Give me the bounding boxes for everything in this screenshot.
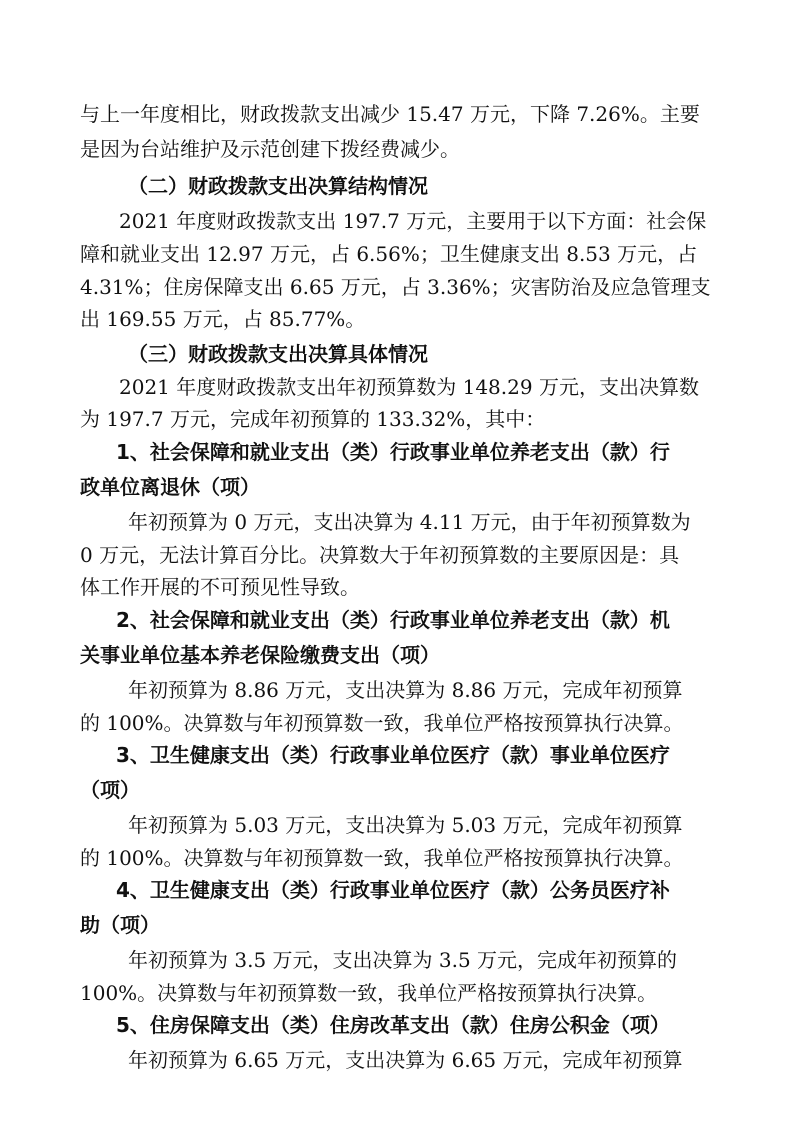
item-heading: 2、社会保障和就业支出（类）行政事业单位养老支出（款）机 (116, 608, 670, 632)
paragraph-line: 2021 年度财政拨款支出 197.7 万元，主要用于以下方面：社会保 (119, 209, 707, 233)
paragraph-line: 障和就业支出 12.97 万元，占 6.56%；卫生健康支出 8.53 万元，占 (80, 242, 698, 266)
item-heading: 4、卫生健康支出（类）行政事业单位医疗（款）公务员医疗补 (116, 878, 670, 902)
paragraph-line: 4.31%；住房保障支出 6.65 万元，占 3.36%；灾害防治及应急管理支 (80, 275, 711, 299)
paragraph-line: 与上一年度相比，财政拨款支出减少 15.47 万元，下降 7.26%。主要 (80, 102, 700, 126)
item-heading: （项） (80, 778, 140, 802)
paragraph-line: 100%。决算数与年初预算数一致，我单位严格按预算执行决算。 (80, 981, 658, 1005)
paragraph-line: 年初预算为 8.86 万元，支出决算为 8.86 万元，完成年初预算 (128, 678, 683, 702)
paragraph-line: 的 100%。决算数与年初预算数一致，我单位严格按预算执行决算。 (80, 711, 684, 735)
paragraph-line: 出 169.55 万元，占 85.77%。 (80, 307, 366, 331)
paragraph-line: 年初预算为 6.65 万元，支出决算为 6.65 万元，完成年初预算 (128, 1048, 683, 1072)
item-heading: 5、住房保障支出（类）住房改革支出（款）住房公积金（项） (116, 1013, 670, 1037)
item-heading: 关事业单位基本养老保险缴费支出（项） (80, 643, 440, 667)
paragraph-line: 2021 年度财政拨款支出年初预算数为 148.29 万元，支出决算数 (119, 375, 699, 399)
paragraph-line: 年初预算为 5.03 万元，支出决算为 5.03 万元，完成年初预算 (128, 813, 683, 837)
item-heading: 1、社会保障和就业支出（类）行政事业单位养老支出（款）行 (116, 440, 670, 464)
section-heading: （二）财政拨款支出决算结构情况 (128, 174, 428, 198)
paragraph-line: 的 100%。决算数与年初预算数一致，我单位严格按预算执行决算。 (80, 846, 684, 870)
section-heading: （三）财政拨款支出决算具体情况 (128, 342, 428, 366)
paragraph-line: 为 197.7 万元，完成年初预算的 133.32%，其中： (80, 407, 546, 431)
item-heading: 助（项） (80, 913, 160, 937)
item-heading: 政单位离退休（项） (80, 475, 260, 499)
paragraph-line: 年初预算为 0 万元，支出决算为 4.11 万元，由于年初预算数为 (128, 510, 691, 534)
item-heading: 3、卫生健康支出（类）行政事业单位医疗（款）事业单位医疗 (116, 743, 670, 767)
paragraph-line: 是因为台站维护及示范创建下拨经费减少。 (80, 137, 460, 161)
paragraph-line: 0 万元，无法计算百分比。决算数大于年初预算数的主要原因是：具 (80, 543, 680, 567)
paragraph-line: 年初预算为 3.5 万元，支出决算为 3.5 万元，完成年初预算的 (128, 948, 678, 972)
paragraph-line: 体工作开展的不可预见性导致。 (80, 575, 360, 599)
